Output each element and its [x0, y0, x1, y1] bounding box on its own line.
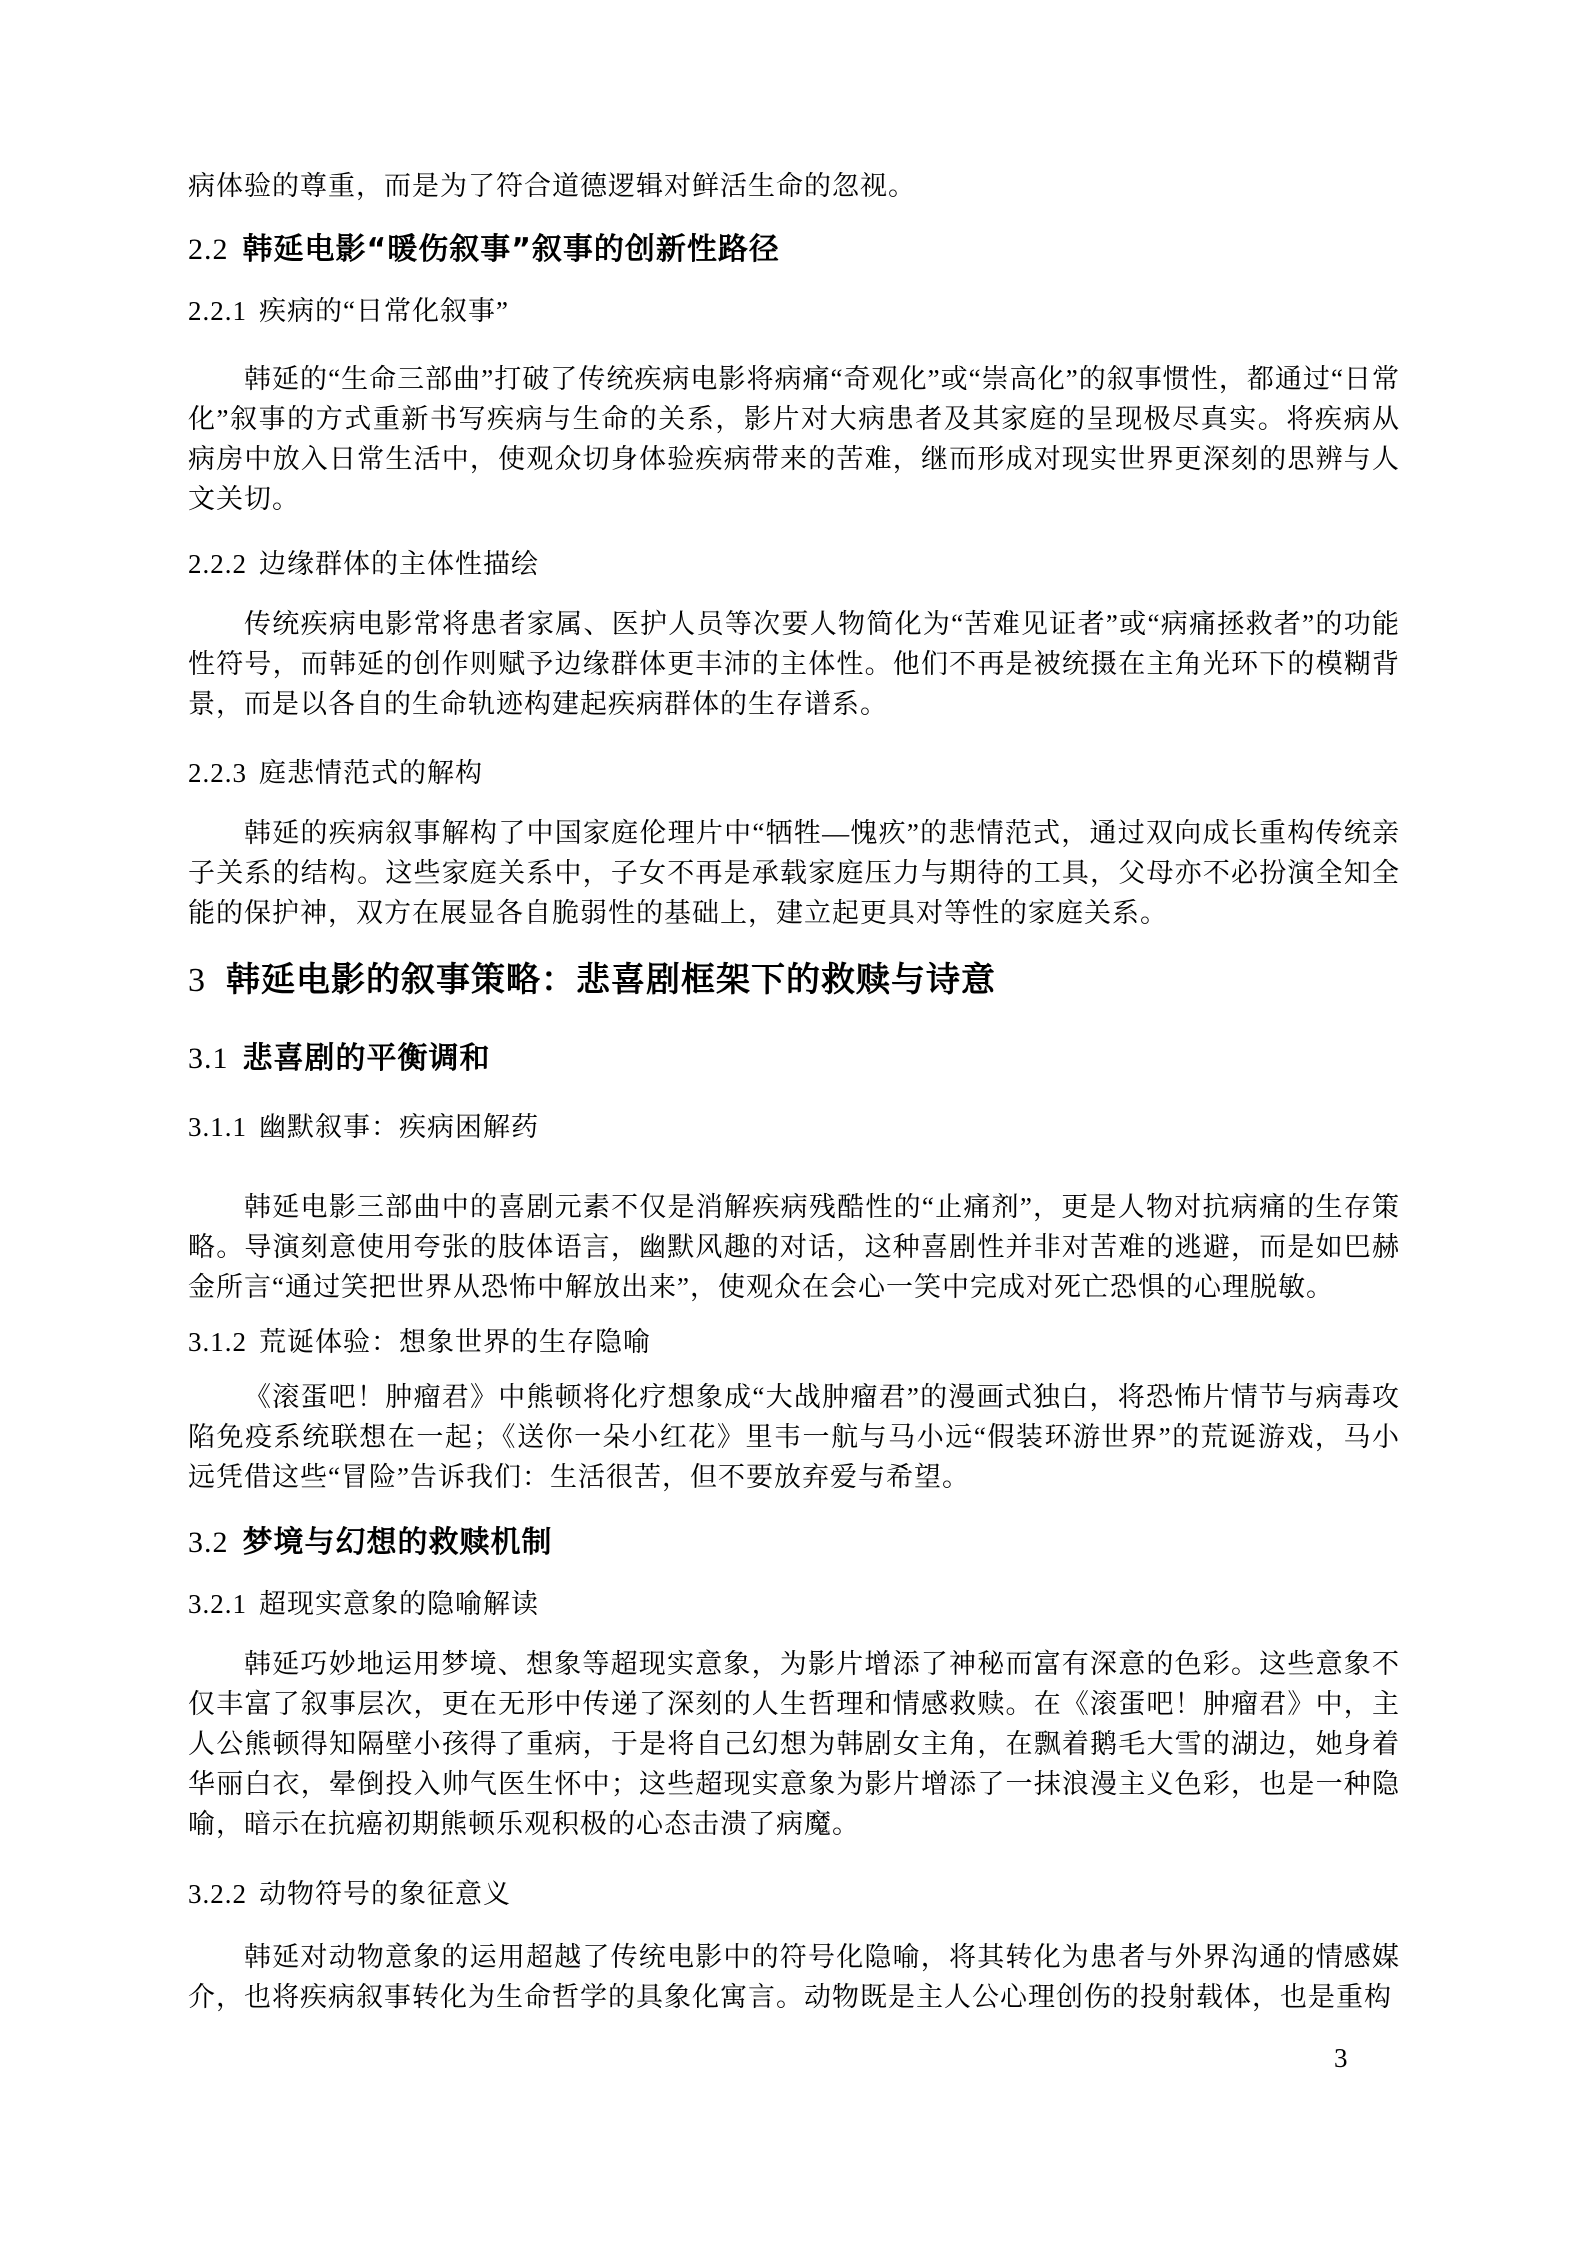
heading-2-2 [188, 228, 1400, 272]
heading-number: 3.1.2 [188, 1327, 247, 1357]
heading-2-2-3 [188, 753, 1400, 793]
body-paragraph: 韩延的疾病叙事解构了中国家庭伦理片中“牺牲—愧疚”的悲情范式，通过双向成长重构传统亲子关系的结构。这些家庭关系中，子女不再是承载家庭压力与期待的工具，父母亦不必扮演全知全能的保护神，双方在展显各自脆弱性的基础上，建立起更具对等性的家庭关系。 [188, 818, 1400, 928]
heading-3 [188, 955, 1400, 1006]
heading-3-1-2 [188, 1322, 1400, 1362]
body-paragraph: 韩延的“生命三部曲”打破了传统疾病电影将病痛“奇观化”或“崇高化”的叙事惯性，都通过“日常化”叙事的方式重新书写疾病与生命的关系，影片对大病患者及其家庭的呈现极尽真实。将疾病从病房中放入日常生活中，使观众切身体验疾病带来的苦难，继而形成对现实世界更深刻的思辨与人文关切。 [188, 364, 1400, 514]
heading-title: 幽默叙事：疾病困解药 [259, 1112, 539, 1142]
heading-title: 超现实意象的隐喻解读 [259, 1589, 539, 1619]
document-content [188, 0, 1400, 2017]
body-paragraph: 韩延巧妙地运用梦境、想象等超现实意象，为影片增添了神秘而富有深意的色彩。这些意象不仅丰富了叙事层次，更在无形中传递了深刻的人生哲理和情感救赎。在《滚蛋吧！肿瘤君》中，主人公熊顿得知隔壁小孩得了重病，于是将自己幻想为韩剧女主角，在飘着鹅毛大雪的湖边，她身着华丽白衣，晕倒投入帅气医生怀中；这些超现实意象为影片增添了一抹浪漫主义色彩，也是一种隐喻，暗示在抗癌初期熊顿乐观积极的心态击溃了病魔。 [188, 1649, 1400, 1839]
heading-title: 庭悲情范式的解构 [259, 758, 483, 788]
heading-number: 3 [188, 962, 206, 999]
heading-2-2-1 [188, 291, 1400, 331]
heading-title: 悲喜剧的平衡调和 [242, 1041, 491, 1076]
heading-3-2-2 [188, 1874, 1400, 1914]
heading-number: 3.1 [188, 1042, 229, 1075]
heading-title: 边缘群体的主体性描绘 [259, 549, 539, 579]
body-paragraph: 传统疾病电影常将患者家属、医护人员等次要人物简化为“苦难见证者”或“病痛拯救者”的功能性符号，而韩延的创作则赋予边缘群体更丰沛的主体性。他们不再是被统摄在主角光环下的模糊背景，而是以各自的生命轨迹构建起疾病群体的生存谱系。 [188, 609, 1400, 719]
heading-number: 3.2.1 [188, 1589, 247, 1619]
heading-3-1 [188, 1037, 1400, 1081]
heading-number: 3.2 [188, 1526, 229, 1559]
heading-number: 2.2 [188, 233, 229, 266]
heading-number: 3.2.2 [188, 1879, 247, 1909]
body-paragraph: 韩延电影三部曲中的喜剧元素不仅是消解疾病残酷性的“止痛剂”，更是人物对抗病痛的生存策略。导演刻意使用夸张的肢体语言，幽默风趣的对话，这种喜剧性并非对苦难的逃避，而是如巴赫金所言“通过笑把世界从恐怖中解放出来”，使观众在会心一笑中完成对死亡恐惧的心理脱敏。 [188, 1192, 1400, 1302]
heading-3-2-1 [188, 1584, 1400, 1624]
heading-2-2-2 [188, 544, 1400, 584]
heading-title: 韩延电影“暖伤叙事”叙事的创新性路径 [242, 232, 780, 267]
heading-title: 疾病的“日常化叙事” [259, 296, 509, 326]
heading-title: 梦境与幻想的救赎机制 [242, 1525, 553, 1560]
heading-number: 2.2.1 [188, 296, 247, 326]
page-number: 3 [1334, 2043, 1348, 2073]
heading-title: 韩延电影的叙事策略：悲喜剧框架下的救赎与诗意 [226, 960, 996, 1000]
body-paragraph: 韩延对动物意象的运用超越了传统电影中的符号化隐喻，将其转化为患者与外界沟通的情感媒介，也将疾病叙事转化为生命哲学的具象化寓言。动物既是主人公心理创伤的投射载体，也是重构 [188, 1942, 1400, 2012]
paragraph-continuation: 病体验的尊重，而是为了符合道德逻辑对鲜活生命的忽视。 [188, 171, 916, 201]
heading-title: 荒诞体验：想象世界的生存隐喻 [259, 1327, 651, 1357]
heading-title: 动物符号的象征意义 [259, 1879, 511, 1909]
heading-3-1-1 [188, 1107, 1400, 1147]
heading-number: 2.2.2 [188, 549, 247, 579]
heading-number: 3.1.1 [188, 1112, 247, 1142]
heading-3-2 [188, 1521, 1400, 1565]
body-paragraph: 《滚蛋吧！肿瘤君》中熊顿将化疗想象成“大战肿瘤君”的漫画式独白，将恐怖片情节与病毒攻陷免疫系统联想在一起；《送你一朵小红花》里韦一航与马小远“假装环游世界”的荒诞游戏，马小远凭借这些“冒险”告诉我们：生活很苦，但不要放弃爱与希望。 [188, 1382, 1400, 1492]
heading-number: 2.2.3 [188, 758, 247, 788]
